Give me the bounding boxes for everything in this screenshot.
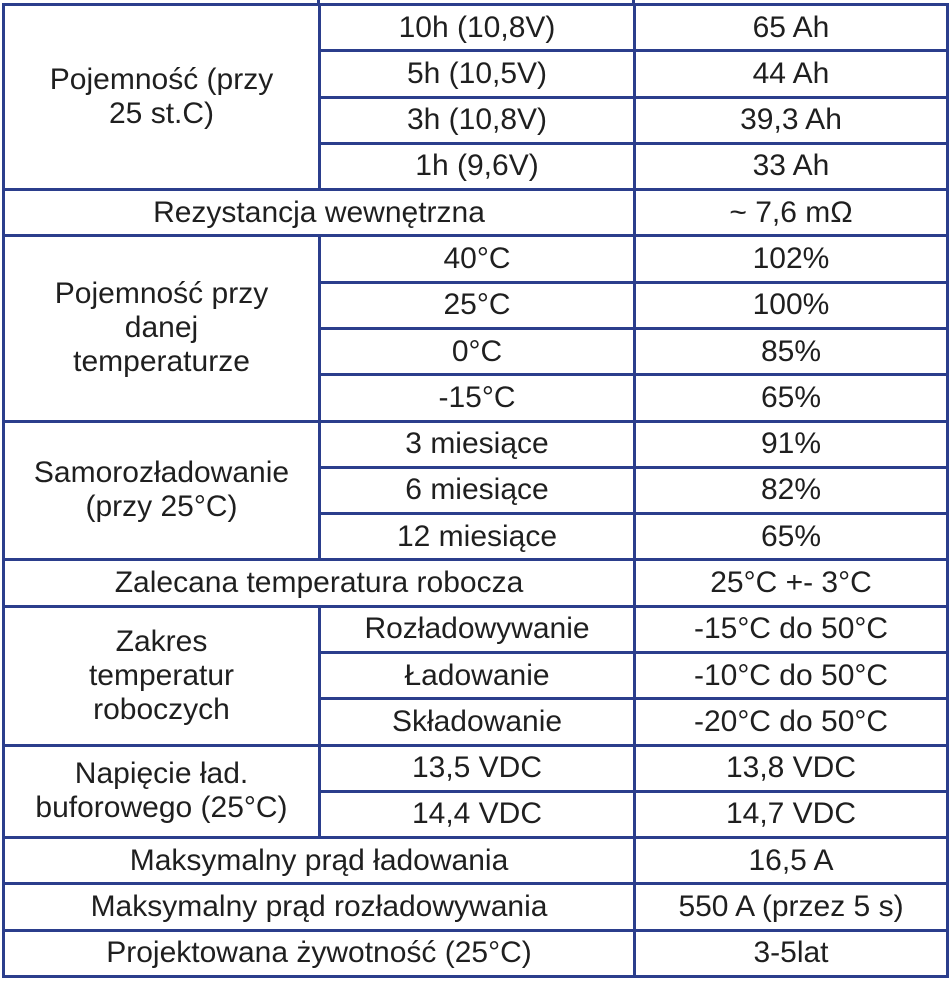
value-cell: 65% bbox=[635, 375, 948, 421]
condition-cell: 40°C bbox=[320, 236, 635, 282]
condition-cell: 14,4 VDC bbox=[320, 791, 635, 837]
value-cell: 65 Ah bbox=[635, 5, 948, 51]
value-cell: -20°C do 50°C bbox=[635, 699, 948, 745]
value-cell: -10°C do 50°C bbox=[635, 652, 948, 698]
table-row bbox=[4, 5, 948, 51]
row-label-design-life: Projektowana żywotność (25°C) bbox=[4, 930, 635, 976]
condition-cell: Składowanie bbox=[320, 699, 635, 745]
row-label-capacity-temperature: Pojemność przy danej temperaturze bbox=[4, 236, 320, 421]
table-row bbox=[4, 606, 948, 652]
condition-cell: 10h (10,8V) bbox=[320, 5, 635, 51]
row-label-max-charge-current: Maksymalny prąd ładowania bbox=[4, 838, 635, 884]
value-cell: 39,3 Ah bbox=[635, 97, 948, 143]
row-label-float-voltage: Napięcie ład. buforowego (25°C) bbox=[4, 745, 320, 838]
value-cell: ~ 7,6 mΩ bbox=[635, 190, 948, 236]
table-row bbox=[4, 745, 948, 791]
condition-cell: 1h (9,6V) bbox=[320, 143, 635, 189]
value-cell: 102% bbox=[635, 236, 948, 282]
value-cell: 13,8 VDC bbox=[635, 745, 948, 791]
condition-cell: Rozładowywanie bbox=[320, 606, 635, 652]
row-label-internal-resistance: Rezystancja wewnętrzna bbox=[4, 190, 635, 236]
value-cell: -15°C do 50°C bbox=[635, 606, 948, 652]
row-label-capacity-25: Pojemność (przy 25 st.C) bbox=[4, 5, 320, 190]
value-cell: 16,5 A bbox=[635, 838, 948, 884]
condition-cell: 3h (10,8V) bbox=[320, 97, 635, 143]
table-row bbox=[4, 421, 948, 467]
value-cell: 14,7 VDC bbox=[635, 791, 948, 837]
condition-cell: 13,5 VDC bbox=[320, 745, 635, 791]
value-cell: 91% bbox=[635, 421, 948, 467]
table-row bbox=[4, 560, 948, 606]
table-row bbox=[4, 838, 948, 884]
condition-cell: 3 miesiące bbox=[320, 421, 635, 467]
condition-cell: 0°C bbox=[320, 328, 635, 374]
condition-cell: 12 miesiące bbox=[320, 514, 635, 560]
condition-cell: 25°C bbox=[320, 282, 635, 328]
table-row bbox=[4, 930, 948, 976]
value-cell: 550 A (przez 5 s) bbox=[635, 884, 948, 930]
table-row bbox=[4, 884, 948, 930]
value-cell: 33 Ah bbox=[635, 143, 948, 189]
value-cell: 82% bbox=[635, 467, 948, 513]
row-label-recommended-temperature: Zalecana temperatura robocza bbox=[4, 560, 635, 606]
battery-spec-table bbox=[2, 3, 949, 978]
value-cell: 3-5lat bbox=[635, 930, 948, 976]
condition-cell: -15°C bbox=[320, 375, 635, 421]
condition-cell: Ładowanie bbox=[320, 652, 635, 698]
value-cell: 100% bbox=[635, 282, 948, 328]
condition-cell: 6 miesiące bbox=[320, 467, 635, 513]
row-label-self-discharge: Samorozładowanie (przy 25°C) bbox=[4, 421, 320, 560]
value-cell: 65% bbox=[635, 514, 948, 560]
table-row bbox=[4, 190, 948, 236]
value-cell: 85% bbox=[635, 328, 948, 374]
condition-cell: 5h (10,5V) bbox=[320, 51, 635, 97]
row-label-max-discharge-current: Maksymalny prąd rozładowywania bbox=[4, 884, 635, 930]
table-row bbox=[4, 236, 948, 282]
row-label-operating-temperature: Zakres temperatur roboczych bbox=[4, 606, 320, 745]
value-cell: 25°C +- 3°C bbox=[635, 560, 948, 606]
value-cell: 44 Ah bbox=[635, 51, 948, 97]
